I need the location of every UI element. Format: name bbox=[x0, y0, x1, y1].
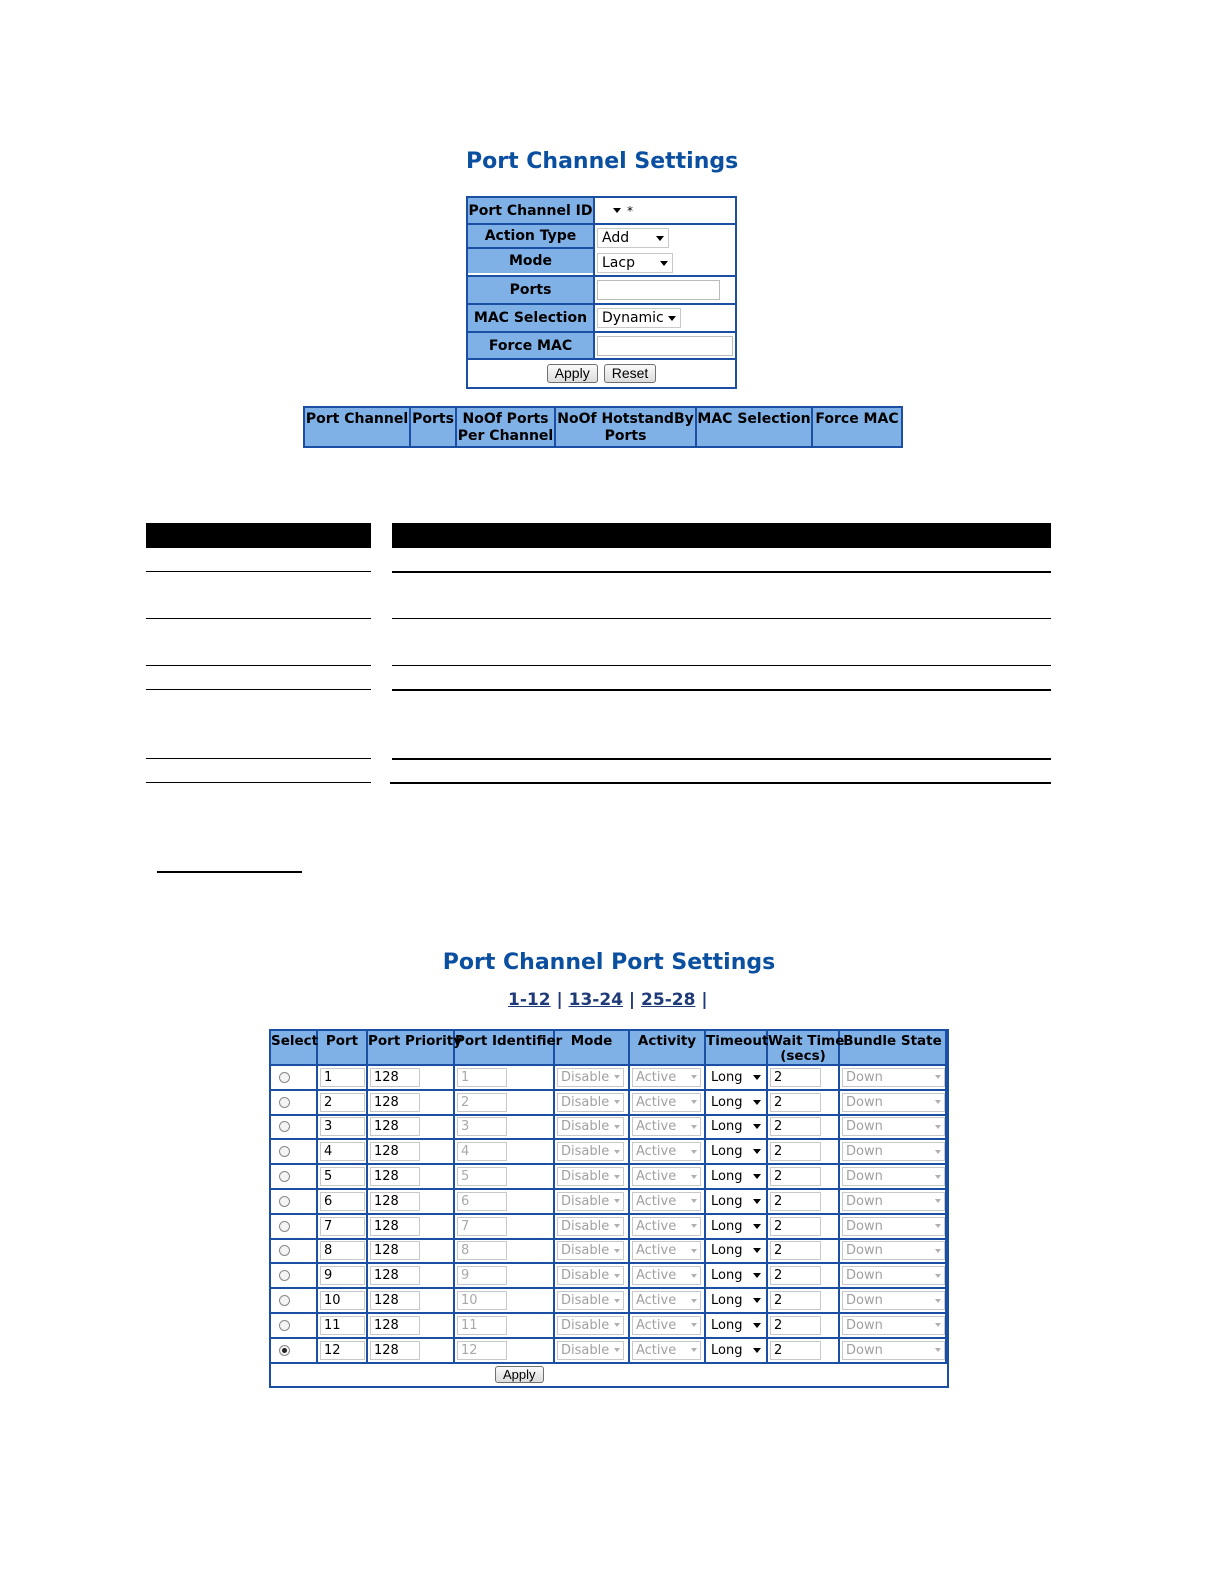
chevron-down-icon bbox=[753, 1100, 761, 1105]
wait-time-input[interactable]: 2 bbox=[770, 1117, 821, 1136]
port-priority-input[interactable]: 128 bbox=[370, 1341, 420, 1360]
port-channel-id-select[interactable] bbox=[597, 201, 625, 221]
row-port-channel-id bbox=[468, 198, 735, 225]
select-radio[interactable] bbox=[279, 1196, 290, 1207]
chevron-down-icon bbox=[753, 1273, 761, 1278]
port-priority-input[interactable]: 128 bbox=[370, 1316, 420, 1335]
port-priority-input[interactable]: 128 bbox=[370, 1167, 420, 1186]
col-port-channel: Port Channel bbox=[305, 408, 411, 446]
chevron-down-icon bbox=[753, 1348, 761, 1353]
section-underline bbox=[157, 871, 302, 873]
col-mac-selection: MAC Selection bbox=[697, 408, 813, 446]
mode-select: Disable bbox=[557, 1117, 624, 1136]
port-identifier-input: 11 bbox=[457, 1316, 507, 1335]
port-identifier-input: 12 bbox=[457, 1341, 507, 1360]
wait-time-input[interactable]: 2 bbox=[770, 1192, 821, 1211]
port-settings-table bbox=[269, 1029, 949, 1388]
port-field[interactable]: 4 bbox=[320, 1142, 365, 1161]
port-field[interactable]: 6 bbox=[320, 1192, 365, 1211]
port-identifier-input: 1 bbox=[457, 1068, 507, 1087]
select-radio[interactable] bbox=[279, 1245, 290, 1256]
chevron-down-icon bbox=[691, 1075, 697, 1079]
wait-time-input[interactable]: 2 bbox=[770, 1241, 821, 1260]
port-identifier-input: 6 bbox=[457, 1192, 507, 1211]
select-radio[interactable] bbox=[279, 1295, 290, 1306]
mode-select: Disable bbox=[557, 1167, 624, 1186]
col-timeout: Timeout bbox=[706, 1031, 768, 1064]
chevron-down-icon bbox=[753, 1075, 761, 1080]
chevron-down-icon bbox=[691, 1125, 697, 1129]
port-priority-input[interactable]: 128 bbox=[370, 1068, 420, 1087]
port-identifier-input: 4 bbox=[457, 1142, 507, 1161]
port-priority-input[interactable]: 128 bbox=[370, 1093, 420, 1112]
mode-select: Disable bbox=[557, 1192, 624, 1211]
port-channel-settings-form bbox=[466, 196, 737, 389]
divider bbox=[146, 758, 371, 759]
timeout-select[interactable]: Long bbox=[708, 1068, 764, 1087]
chevron-down-icon bbox=[656, 236, 664, 241]
row-force-mac bbox=[468, 333, 735, 360]
description-header-left bbox=[146, 523, 371, 548]
divider bbox=[146, 665, 371, 666]
row-ports bbox=[468, 277, 735, 305]
divider bbox=[146, 571, 371, 572]
wait-time-input[interactable]: 2 bbox=[770, 1167, 821, 1186]
activity-select: Active bbox=[632, 1117, 701, 1136]
timeout-select[interactable]: Long bbox=[708, 1266, 764, 1285]
description-header-right bbox=[392, 523, 1051, 548]
select-radio[interactable] bbox=[279, 1345, 290, 1356]
mode-select: Disable bbox=[557, 1291, 624, 1310]
mac-selection-label: MAC Selection bbox=[468, 305, 595, 331]
wait-time-input[interactable]: 2 bbox=[770, 1266, 821, 1285]
mac-selection-select[interactable]: Dynamic bbox=[597, 308, 681, 328]
force-mac-input[interactable] bbox=[597, 336, 733, 356]
chevron-down-icon bbox=[935, 1299, 941, 1303]
divider bbox=[392, 758, 1051, 760]
port-priority-input[interactable]: 128 bbox=[370, 1142, 420, 1161]
port-field[interactable]: 2 bbox=[320, 1093, 365, 1112]
page-separator: | bbox=[556, 990, 563, 1010]
timeout-select[interactable]: Long bbox=[708, 1316, 764, 1335]
page-link-25-28[interactable]: 25-28 bbox=[641, 990, 696, 1010]
bundle-state-select: Down bbox=[842, 1291, 945, 1310]
chevron-down-icon bbox=[753, 1323, 761, 1328]
wait-time-input[interactable]: 2 bbox=[770, 1217, 821, 1236]
chevron-down-icon bbox=[935, 1100, 941, 1104]
chevron-down-icon bbox=[691, 1249, 697, 1253]
timeout-select[interactable]: Long bbox=[708, 1117, 764, 1136]
timeout-select[interactable]: Long bbox=[708, 1217, 764, 1236]
table-row bbox=[271, 1116, 947, 1141]
port-field[interactable]: 7 bbox=[320, 1217, 365, 1236]
col-wait-time: Wait Time (secs) bbox=[768, 1033, 845, 1064]
divider bbox=[392, 689, 1051, 691]
chevron-down-icon bbox=[935, 1175, 941, 1179]
settings-buttons bbox=[468, 360, 735, 387]
chevron-down-icon bbox=[691, 1348, 697, 1352]
col-activity: Activity bbox=[630, 1031, 706, 1064]
activity-select: Active bbox=[632, 1291, 701, 1310]
divider bbox=[146, 689, 371, 690]
bundle-state-select: Down bbox=[842, 1316, 945, 1335]
chevron-down-icon bbox=[614, 1299, 620, 1303]
activity-select: Active bbox=[632, 1093, 701, 1112]
chevron-down-icon bbox=[935, 1348, 941, 1352]
chevron-down-icon bbox=[691, 1274, 697, 1278]
table-row bbox=[271, 1289, 947, 1314]
chevron-down-icon bbox=[753, 1174, 761, 1179]
bundle-state-select: Down bbox=[842, 1192, 945, 1211]
port-channel-summary-table bbox=[303, 406, 903, 448]
reset-button[interactable]: Reset bbox=[604, 364, 657, 383]
chevron-down-icon bbox=[935, 1199, 941, 1203]
mode-select: Disable bbox=[557, 1266, 624, 1285]
mode-select: Disable bbox=[557, 1142, 624, 1161]
activity-select: Active bbox=[632, 1142, 701, 1161]
mode-select: Disable bbox=[557, 1316, 624, 1335]
chevron-down-icon bbox=[614, 1249, 620, 1253]
divider bbox=[392, 618, 1051, 619]
bundle-state-select: Down bbox=[842, 1217, 945, 1236]
wait-time-input[interactable]: 2 bbox=[770, 1341, 821, 1360]
timeout-select[interactable]: Long bbox=[708, 1291, 764, 1310]
mode-select: Disable bbox=[557, 1241, 624, 1260]
mode-label: Mode bbox=[468, 249, 593, 273]
table-row bbox=[271, 1339, 947, 1364]
activity-select: Active bbox=[632, 1217, 701, 1236]
divider bbox=[390, 782, 1051, 784]
chevron-down-icon bbox=[691, 1100, 697, 1104]
select-radio[interactable] bbox=[279, 1171, 290, 1182]
divider bbox=[146, 618, 371, 619]
activity-select: Active bbox=[632, 1241, 701, 1260]
chevron-down-icon bbox=[614, 1125, 620, 1129]
chevron-down-icon bbox=[753, 1199, 761, 1204]
page-link-1-12[interactable]: 1-12 bbox=[508, 990, 551, 1010]
page-link-13-24[interactable]: 13-24 bbox=[568, 990, 623, 1010]
chevron-down-icon bbox=[935, 1224, 941, 1228]
mode-select: Disable bbox=[557, 1093, 624, 1112]
port-settings-title: Port Channel Port Settings bbox=[442, 950, 776, 975]
port-field[interactable]: 10 bbox=[320, 1291, 365, 1310]
port-priority-input[interactable]: 128 bbox=[370, 1117, 420, 1136]
port-field[interactable]: 5 bbox=[320, 1167, 365, 1186]
chevron-down-icon bbox=[614, 1075, 620, 1079]
bundle-state-select: Down bbox=[842, 1266, 945, 1285]
select-radio[interactable] bbox=[279, 1121, 290, 1132]
chevron-down-icon bbox=[614, 1175, 620, 1179]
mode-select[interactable]: Lacp bbox=[597, 253, 673, 273]
bundle-state-select: Down bbox=[842, 1341, 945, 1360]
chevron-down-icon bbox=[614, 1323, 620, 1327]
chevron-down-icon bbox=[753, 1248, 761, 1253]
chevron-down-icon bbox=[691, 1224, 697, 1228]
col-force-mac: Force MAC bbox=[815, 411, 899, 427]
chevron-down-icon bbox=[668, 316, 676, 321]
select-radio[interactable] bbox=[279, 1221, 290, 1232]
chevron-down-icon bbox=[935, 1249, 941, 1253]
divider bbox=[146, 782, 371, 783]
bundle-state-select: Down bbox=[842, 1117, 945, 1136]
wait-time-input[interactable]: 2 bbox=[770, 1068, 821, 1087]
chevron-down-icon bbox=[614, 1224, 620, 1228]
mode-select: Disable bbox=[557, 1068, 624, 1087]
col-select: Select bbox=[271, 1031, 318, 1064]
col-noof-hotstandby: NoOf HotstandBy Ports bbox=[556, 408, 697, 446]
action-type-select[interactable]: Add bbox=[597, 228, 669, 248]
timeout-select[interactable]: Long bbox=[708, 1142, 764, 1161]
table-row bbox=[271, 1140, 947, 1165]
timeout-select[interactable]: Long bbox=[708, 1093, 764, 1112]
chevron-down-icon bbox=[691, 1175, 697, 1179]
port-field[interactable]: 1 bbox=[320, 1068, 365, 1087]
mode-select: Disable bbox=[557, 1341, 624, 1360]
activity-select: Active bbox=[632, 1316, 701, 1335]
timeout-select[interactable]: Long bbox=[708, 1341, 764, 1360]
port-priority-input[interactable]: 128 bbox=[370, 1217, 420, 1236]
chevron-down-icon bbox=[935, 1125, 941, 1129]
chevron-down-icon bbox=[613, 208, 621, 213]
chevron-down-icon bbox=[935, 1323, 941, 1327]
col-mode: Mode bbox=[555, 1031, 630, 1064]
timeout-select[interactable]: Long bbox=[708, 1241, 764, 1260]
chevron-down-icon bbox=[691, 1150, 697, 1154]
port-identifier-input: 9 bbox=[457, 1266, 507, 1285]
port-settings-rows bbox=[271, 1066, 947, 1364]
port-field[interactable]: 12 bbox=[320, 1341, 365, 1360]
chevron-down-icon bbox=[935, 1150, 941, 1154]
table-row bbox=[271, 1314, 947, 1339]
chevron-down-icon bbox=[614, 1348, 620, 1352]
col-port-identifier: Port Identifier bbox=[455, 1031, 555, 1064]
chevron-down-icon bbox=[691, 1199, 697, 1203]
chevron-down-icon bbox=[614, 1199, 620, 1203]
port-identifier-input: 3 bbox=[457, 1117, 507, 1136]
col-port: Port bbox=[318, 1031, 368, 1064]
force-mac-label: Force MAC bbox=[468, 333, 595, 358]
chevron-down-icon bbox=[614, 1100, 620, 1104]
chevron-down-icon bbox=[753, 1224, 761, 1229]
activity-select: Active bbox=[632, 1192, 701, 1211]
port-field[interactable]: 8 bbox=[320, 1241, 365, 1260]
port-priority-input[interactable]: 128 bbox=[370, 1241, 420, 1260]
port-priority-input[interactable]: 128 bbox=[370, 1192, 420, 1211]
col-bundle-state: Bundle State bbox=[840, 1031, 947, 1064]
pagination bbox=[508, 990, 708, 1010]
activity-select: Active bbox=[632, 1341, 701, 1360]
apply-button[interactable]: Apply bbox=[547, 364, 598, 383]
bundle-state-select: Down bbox=[842, 1241, 945, 1260]
select-radio[interactable] bbox=[279, 1097, 290, 1108]
page-separator: | bbox=[701, 990, 708, 1010]
bundle-state-select: Down bbox=[842, 1142, 945, 1161]
bundle-state-select: Down bbox=[842, 1167, 945, 1186]
chevron-down-icon bbox=[660, 261, 668, 266]
port-identifier-input: 2 bbox=[457, 1093, 507, 1112]
activity-select: Active bbox=[632, 1266, 701, 1285]
port-identifier-input: 7 bbox=[457, 1217, 507, 1236]
select-radio[interactable] bbox=[279, 1072, 290, 1083]
action-type-label: Action Type bbox=[468, 225, 593, 249]
wait-time-input[interactable]: 2 bbox=[770, 1142, 821, 1161]
col-port-priority: Port Priority bbox=[368, 1031, 455, 1064]
select-radio[interactable] bbox=[279, 1146, 290, 1157]
select-radio[interactable] bbox=[279, 1270, 290, 1281]
ports-label: Ports bbox=[468, 277, 595, 303]
port-apply-button[interactable]: Apply bbox=[495, 1366, 544, 1383]
wait-time-input[interactable]: 2 bbox=[770, 1093, 821, 1112]
wait-time-input[interactable]: 2 bbox=[770, 1316, 821, 1335]
timeout-select[interactable]: Long bbox=[708, 1167, 764, 1186]
table-row bbox=[271, 1091, 947, 1116]
table-row bbox=[271, 1190, 947, 1215]
mode-select: Disable bbox=[557, 1217, 624, 1236]
timeout-select[interactable]: Long bbox=[708, 1192, 764, 1211]
chevron-down-icon bbox=[753, 1149, 761, 1154]
chevron-down-icon bbox=[691, 1299, 697, 1303]
port-identifier-input: 5 bbox=[457, 1167, 507, 1186]
required-mark: * bbox=[627, 203, 633, 218]
port-priority-input[interactable]: 128 bbox=[370, 1266, 420, 1285]
wait-time-input[interactable]: 2 bbox=[770, 1291, 821, 1310]
table-row bbox=[271, 1240, 947, 1265]
port-settings-header bbox=[271, 1031, 947, 1066]
port-priority-input[interactable]: 128 bbox=[370, 1291, 420, 1310]
page-separator: | bbox=[628, 990, 636, 1010]
port-field[interactable]: 11 bbox=[320, 1316, 365, 1335]
chevron-down-icon bbox=[614, 1274, 620, 1278]
col-ports: Ports bbox=[411, 408, 457, 446]
chevron-down-icon bbox=[614, 1150, 620, 1154]
chevron-down-icon bbox=[935, 1075, 941, 1079]
bundle-state-select: Down bbox=[842, 1068, 945, 1087]
table-row bbox=[271, 1264, 947, 1289]
port-field[interactable]: 3 bbox=[320, 1117, 365, 1136]
port-field[interactable]: 9 bbox=[320, 1266, 365, 1285]
table-row bbox=[271, 1066, 947, 1091]
table-row bbox=[271, 1215, 947, 1240]
chevron-down-icon bbox=[935, 1274, 941, 1278]
chevron-down-icon bbox=[691, 1323, 697, 1327]
port-channel-id-label: Port Channel ID bbox=[468, 198, 595, 223]
activity-select: Active bbox=[632, 1167, 701, 1186]
col-noof-ports: NoOf Ports Per Channel bbox=[457, 408, 556, 446]
port-settings-footer bbox=[271, 1364, 947, 1386]
divider bbox=[392, 665, 1051, 666]
divider bbox=[392, 571, 1051, 573]
bundle-state-select: Down bbox=[842, 1093, 945, 1112]
port-identifier-input: 10 bbox=[457, 1291, 507, 1310]
chevron-down-icon bbox=[753, 1124, 761, 1129]
row-mac-selection bbox=[468, 305, 735, 333]
select-radio[interactable] bbox=[279, 1320, 290, 1331]
ports-input[interactable] bbox=[597, 280, 720, 300]
chevron-down-icon bbox=[753, 1298, 761, 1303]
table-row bbox=[271, 1165, 947, 1190]
settings-title: Port Channel Settings bbox=[466, 149, 739, 174]
port-identifier-input: 8 bbox=[457, 1241, 507, 1260]
activity-select: Active bbox=[632, 1068, 701, 1087]
